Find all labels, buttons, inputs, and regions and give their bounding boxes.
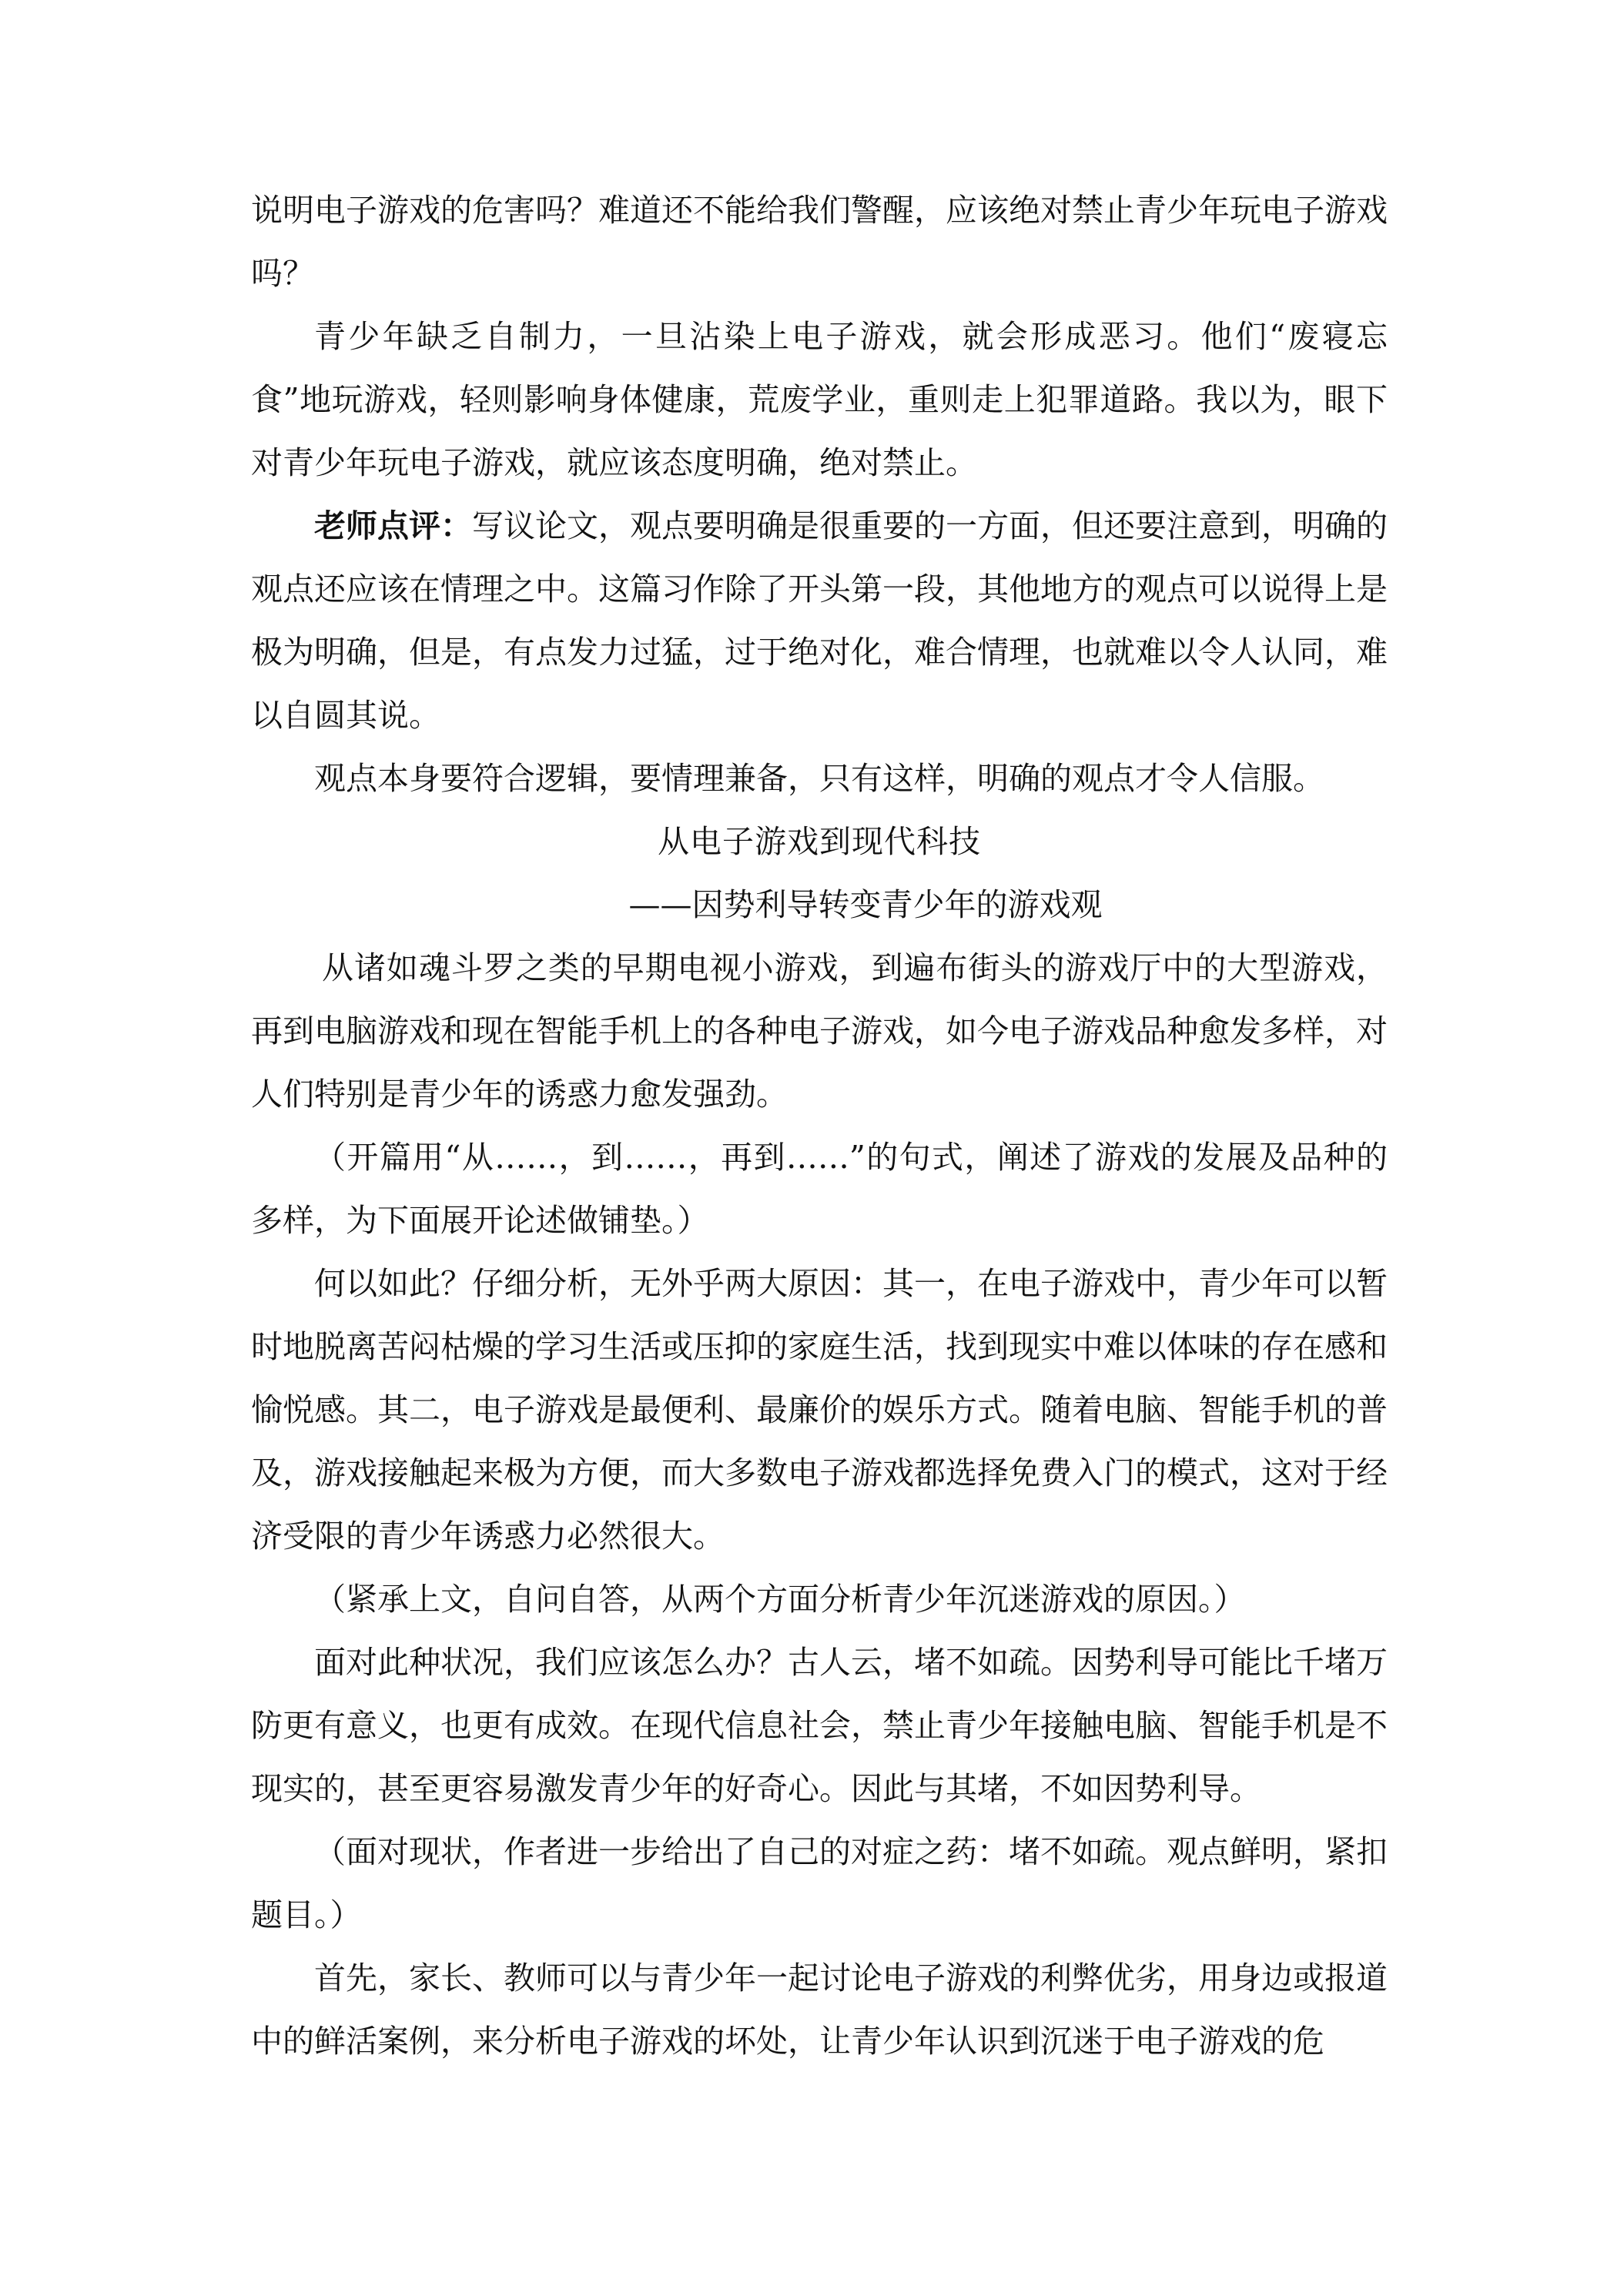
paragraph-continuation: 说明电子游戏的危害吗？难道还不能给我们警醒，应该绝对禁止青少年玩电子游戏吗？ <box>251 192 1388 292</box>
essay-title: 从电子游戏到现代科技 <box>658 823 981 860</box>
essay-subtitle: ——因势利导转变青少年的游戏观 <box>628 886 1103 923</box>
teacher-comment-label: 老师点评： <box>314 507 472 544</box>
paragraph-essay-3: 面对此种状况，我们应该怎么办？古人云，堵不如疏。因势利导可能比千堵万防更有意义，也更有成效。在现代信息社会，禁止青少年接触电脑、智能手机是不现实的，甚至更容易激发青少年的好奇心。因此与其堵，不如因势利导。 <box>251 1644 1388 1807</box>
paragraph-teacher-comment <box>251 494 1388 747</box>
paragraph-note-3: （面对现状，作者进一步给出了自己的对症之药：堵不如疏。观点鲜明，紧扣题目。） <box>251 1833 1388 1933</box>
paragraph-argument: 青少年缺乏自制力，一旦沾染上电子游戏，就会形成恶习。他们“废寝忘食”地玩游戏，轻则影响身体健康，荒废学业，重则走上犯罪道路。我以为，眼下对青少年玩电子游戏，就应该态度明确，绝对禁止。 <box>251 318 1388 481</box>
document-body <box>251 179 1388 2073</box>
paragraph-essay-2: 何以如此？仔细分析，无外乎两大原因：其一，在电子游戏中，青少年可以暂时地脱离苦闷枯燥的学习生活或压抑的家庭生活，找到现实中难以体味的存在感和愉悦感。其二，电子游戏是最便利、最廉价的娱乐方式。随着电脑、智能手机的普及，游戏接触起来极为方便，而大多数电子游戏都选择免费入门的模式，这对于经济受限的青少年诱惑力必然很大。 <box>251 1265 1388 1555</box>
paragraph-note-1: （开篇用“从……，到……，再到……”的句式，阐述了游戏的发展及品种的多样，为下面展开论述做铺垫。） <box>251 1139 1388 1239</box>
teacher-comment-body: 写议论文，观点要明确是很重要的一方面，但还要注意到，明确的观点还应该在情理之中。这篇习作除了开头第一段，其他地方的观点可以说得上是极为明确，但是，有点发力过猛，过于绝对化，难合情理，也就难以令人认同，难以自圆其说。 <box>251 507 1388 734</box>
paragraph-essay-1: 从诸如魂斗罗之类的早期电视小游戏，到遍布街头的游戏厅中的大型游戏，再到电脑游戏和现在智能手机上的各种电子游戏，如今电子游戏品种愈发多样，对人们特别是青少年的诱惑力愈发强劲。 <box>251 949 1388 1113</box>
paragraph-note-2: （紧承上文，自问自答，从两个方面分析青少年沉迷游戏的原因。） <box>314 1581 1246 1618</box>
paragraph-essay-4: 首先，家长、教师可以与青少年一起讨论电子游戏的利弊优劣，用身边或报道中的鲜活案例，来分析电子游戏的坏处，让青少年认识到沉迷于电子游戏的危 <box>251 1960 1388 2060</box>
paragraph-summary: 观点本身要符合逻辑，要情理兼备，只有这样，明确的观点才令人信服。 <box>314 760 1324 797</box>
